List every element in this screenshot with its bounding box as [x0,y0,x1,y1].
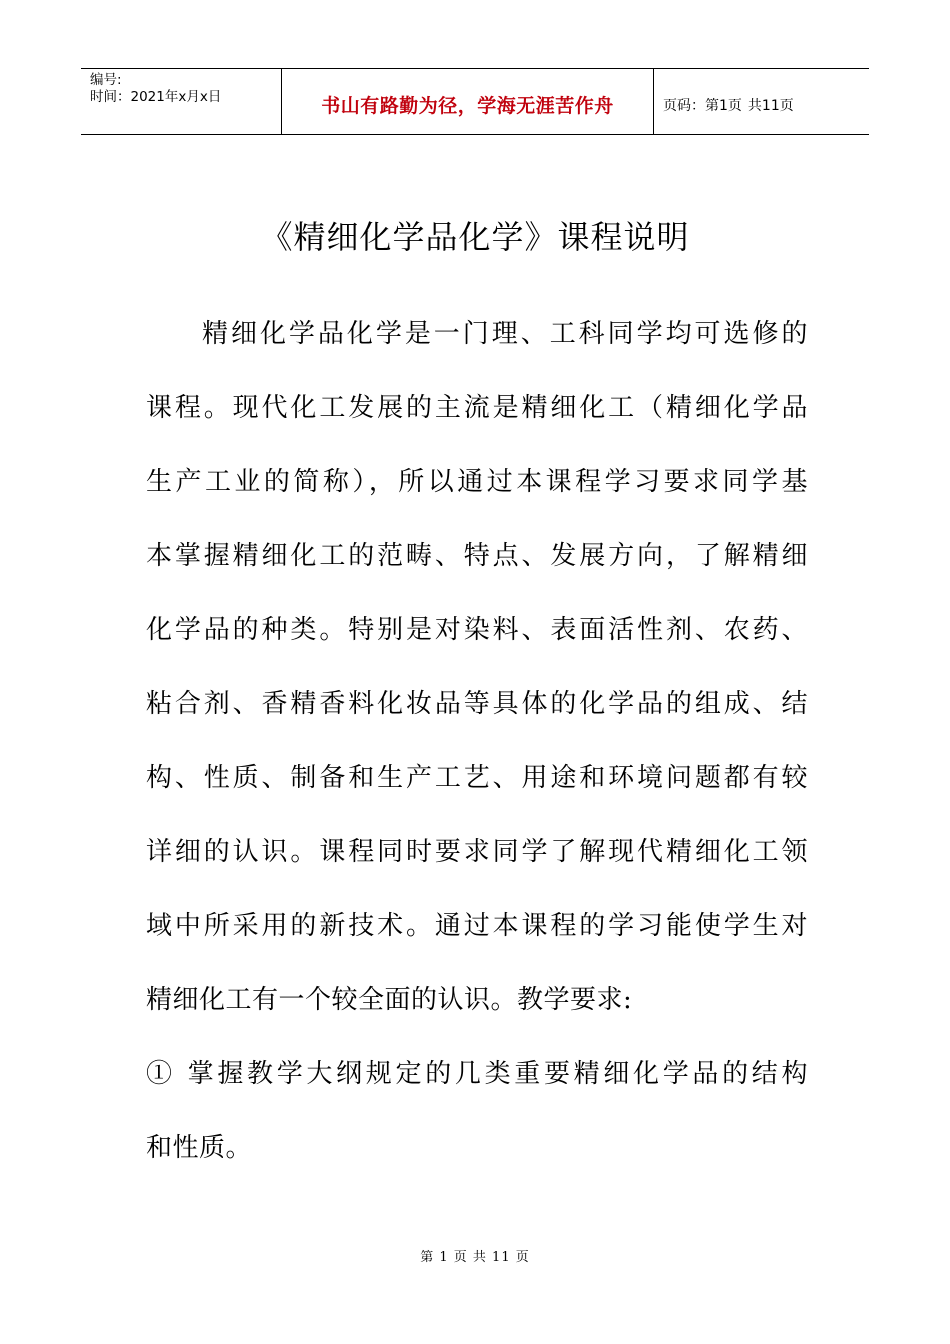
body-line: 精细化工有一个较全面的认识。教学要求: [146,985,633,1015]
header-motto-cell [282,69,654,134]
document-title: 《精细化学品化学》课程说明 [260,218,690,256]
body-line: 精细化学品化学是一门理、工科同学均可选修的 [202,319,808,349]
body-line: 生产工业的简称），所以通过本课程学习要求同学基 [146,467,808,497]
header-page-number: 页码：第1页 [663,97,742,114]
header-page-info [654,69,869,134]
body-line: 和性质。 [146,1133,253,1163]
document-number-label: 编号: [90,72,122,88]
body-line: 本掌握精细化工的范畴、特点、发展方向，了解精细 [146,541,808,571]
body-line: 化学品的种类。特别是对染料、表面活性剂、农药、 [146,615,808,645]
body-line: 粘合剂、香精香料化妆品等具体的化学品的组成、结 [146,689,808,719]
header-motto: 书山有路勤为径，学海无涯苦作舟 [321,95,614,117]
header-page-total: 共11页 [747,97,794,114]
document-body [146,306,808,1194]
body-line: 课程。现代化工发展的主流是精细化工（精细化学品 [146,393,808,423]
body-line: ① 掌握教学大纲规定的几类重要精细化学品的结构 [146,1059,808,1089]
document-date-label: 时间：2021年x月x日 [90,89,222,105]
header-meta [81,69,282,134]
document-header [81,68,869,135]
body-line: 域中所采用的新技术。通过本课程的学习能使学生对 [146,911,808,941]
body-line: 详细的认识。课程同时要求同学了解现代精细化工领 [146,837,808,867]
body-line: 构、性质、制备和生产工艺、用途和环境问题都有较 [146,763,808,793]
page-footer: 第 1 页 共 11 页 [420,1250,530,1265]
